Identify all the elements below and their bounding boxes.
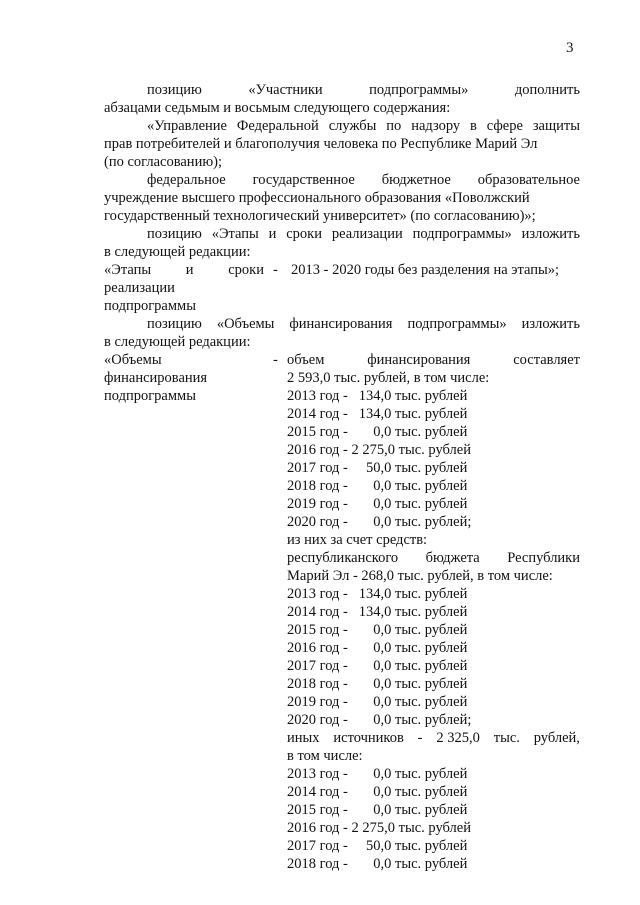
- funding-label: финансирования: [104, 370, 208, 386]
- funding-intro: объем финансирования составляет: [287, 352, 580, 368]
- funding-year-row: 2013 год - 134,0 тыс. рублей: [287, 388, 468, 404]
- other-year-row: 2015 год - 0,0 тыс. рублей: [287, 802, 468, 818]
- stages-dash: -: [273, 262, 278, 278]
- republic-year-row: 2014 год - 134,0 тыс. рублей: [287, 604, 468, 620]
- other-year-row: 2016 год - 2 275,0 тыс. рублей: [287, 820, 471, 836]
- funding-subheading: из них за счет средств:: [287, 532, 428, 548]
- stages-label: подпрограммы: [104, 298, 196, 314]
- republic-year-row: 2015 год - 0,0 тыс. рублей: [287, 622, 468, 638]
- republic-year-row: 2016 год - 0,0 тыс. рублей: [287, 640, 468, 656]
- republic-year-row: 2019 год - 0,0 тыс. рублей: [287, 694, 468, 710]
- republic-year-row: 2018 год - 0,0 тыс. рублей: [287, 676, 468, 692]
- stages-label: реализации: [104, 280, 175, 296]
- funding-republic: республиканского бюджета Республики: [287, 550, 580, 566]
- stages-label: «Этапы и сроки: [104, 262, 264, 278]
- text-line: в следующей редакции:: [104, 334, 251, 350]
- text-line: позицию «Участники подпрограммы» дополнить: [147, 82, 580, 98]
- funding-label: подпрограммы: [104, 388, 196, 404]
- funding-year-row: 2015 год - 0,0 тыс. рублей: [287, 424, 468, 440]
- text-line: федеральное государственное бюджетное образовательное: [147, 172, 580, 188]
- funding-year-row: 2016 год - 2 275,0 тыс. рублей: [287, 442, 471, 458]
- other-year-row: 2018 год - 0,0 тыс. рублей: [287, 856, 468, 872]
- funding-year-row: 2014 год - 134,0 тыс. рублей: [287, 406, 468, 422]
- text-line: (по согласованию);: [104, 154, 223, 170]
- text-line: государственный технологический университет» (по согласованию)»;: [104, 208, 536, 224]
- funding-year-row: 2018 год - 0,0 тыс. рублей: [287, 478, 468, 494]
- text-line: в следующей редакции:: [104, 244, 251, 260]
- funding-year-row: 2020 год - 0,0 тыс. рублей;: [287, 514, 472, 530]
- text-line: прав потребителей и благополучия человека по Республике Марий Эл: [104, 136, 538, 152]
- funding-other: в том числе:: [287, 748, 363, 764]
- funding-republic: Марий Эл - 268,0 тыс. рублей, в том числе:: [287, 568, 553, 584]
- other-year-row: 2013 год - 0,0 тыс. рублей: [287, 766, 468, 782]
- page-number: 3: [566, 40, 574, 56]
- funding-dash: -: [273, 352, 278, 368]
- republic-year-row: 2020 год - 0,0 тыс. рублей;: [287, 712, 472, 728]
- text-line: позицию «Этапы и сроки реализации подпрограммы» изложить: [147, 226, 580, 242]
- funding-other: иных источников - 2 325,0 тыс. рублей,: [287, 730, 580, 746]
- text-line: позицию «Объемы финансирования подпрограммы» изложить: [147, 316, 580, 332]
- funding-label: «Объемы: [104, 352, 162, 368]
- stages-value: 2013 - 2020 годы без разделения на этапы»;: [291, 262, 560, 278]
- funding-intro: 2 593,0 тыс. рублей, в том числе:: [287, 370, 490, 386]
- text-line: учреждение высшего профессионального образования «Поволжский: [104, 190, 530, 206]
- funding-year-row: 2019 год - 0,0 тыс. рублей: [287, 496, 468, 512]
- republic-year-row: 2017 год - 0,0 тыс. рублей: [287, 658, 468, 674]
- other-year-row: 2014 год - 0,0 тыс. рублей: [287, 784, 468, 800]
- republic-year-row: 2013 год - 134,0 тыс. рублей: [287, 586, 468, 602]
- funding-year-row: 2017 год - 50,0 тыс. рублей: [287, 460, 468, 476]
- text-line: абзацами седьмым и восьмым следующего содержания:: [104, 100, 451, 116]
- text-line: «Управление Федеральной службы по надзору в сфере защиты: [147, 118, 580, 134]
- other-year-row: 2017 год - 50,0 тыс. рублей: [287, 838, 468, 854]
